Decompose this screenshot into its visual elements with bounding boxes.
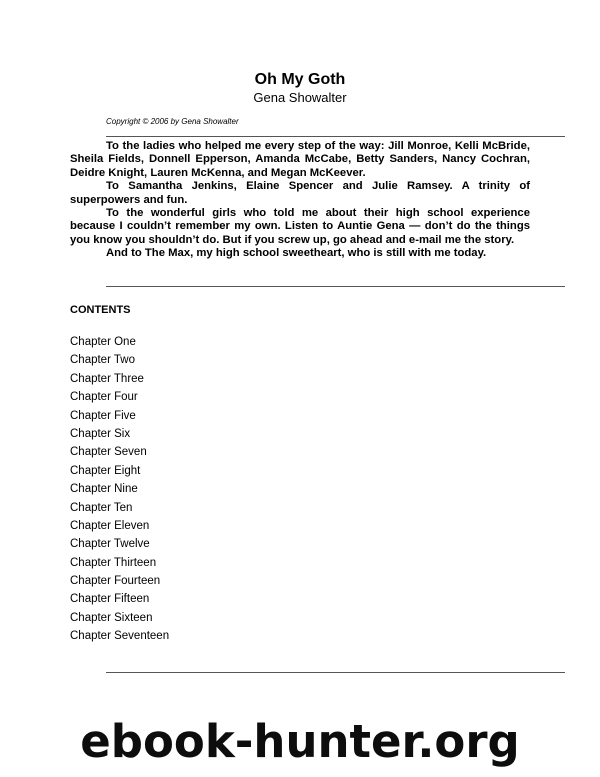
toc-link-chapter-five[interactable]: Chapter Five xyxy=(70,409,136,422)
toc-link-chapter-seven[interactable]: Chapter Seven xyxy=(70,446,147,459)
dedication xyxy=(70,140,530,261)
toc-link-chapter-fourteen[interactable]: Chapter Fourteen xyxy=(70,575,161,588)
toc-link-chapter-twelve[interactable]: Chapter Twelve xyxy=(70,538,150,551)
dedication-paragraph: To the wonderful girls who told me about their high school experience because I couldn’t remember my own. Listen to Auntie Gena — don’t do the things you know you shouldn’t do. But if you screw up, go ahead and e-mail me the story. xyxy=(70,207,530,246)
toc-link-chapter-eleven[interactable]: Chapter Eleven xyxy=(70,519,150,532)
dedication-paragraph: And to The Max, my high school sweetheart, who is still with me today. xyxy=(106,247,487,260)
divider-top xyxy=(106,136,565,137)
toc-link-chapter-nine[interactable]: Chapter Nine xyxy=(70,483,138,496)
dedication-paragraph: To the ladies who helped me every step of the way: Jill Monroe, Kelli McBride, Sheila Fields, Donnell Epperson, Amanda McCabe, Betty Sanders, Nancy Cochran, Deidre Knight, Lauren McKenna, and Megan McKeever. xyxy=(70,140,530,179)
contents-heading: CONTENTS xyxy=(70,304,131,316)
divider-middle xyxy=(106,286,565,287)
toc-link-chapter-six[interactable]: Chapter Six xyxy=(70,427,131,440)
author-name: Gena Showalter xyxy=(253,90,347,105)
toc-link-chapter-one[interactable]: Chapter One xyxy=(70,336,136,348)
toc-link-chapter-eight[interactable]: Chapter Eight xyxy=(70,464,141,477)
toc-link-chapter-sixteen[interactable]: Chapter Sixteen xyxy=(70,611,153,624)
book-title: Oh My Goth xyxy=(254,71,346,88)
toc-link-chapter-fifteen[interactable]: Chapter Fifteen xyxy=(70,593,150,606)
copyright-notice: Copyright © 2006 by Gena Showalter xyxy=(106,117,239,126)
toc-link-chapter-four[interactable]: Chapter Four xyxy=(70,391,138,404)
toc-link-chapter-thirteen[interactable]: Chapter Thirteen xyxy=(70,556,157,569)
table-of-contents xyxy=(70,335,169,648)
dedication-paragraph: To Samantha Jenkins, Elaine Spencer and Julie Ramsey. A trinity of superpowers and fun. xyxy=(70,180,530,206)
toc-link-chapter-three[interactable]: Chapter Three xyxy=(70,372,144,385)
toc-link-chapter-seventeen[interactable]: Chapter Seventeen xyxy=(70,630,170,643)
divider-bottom xyxy=(106,672,565,673)
toc-link-chapter-ten[interactable]: Chapter Ten xyxy=(70,501,133,514)
watermark: ebook-hunter.org xyxy=(80,715,520,768)
toc-link-chapter-two[interactable]: Chapter Two xyxy=(70,354,135,367)
